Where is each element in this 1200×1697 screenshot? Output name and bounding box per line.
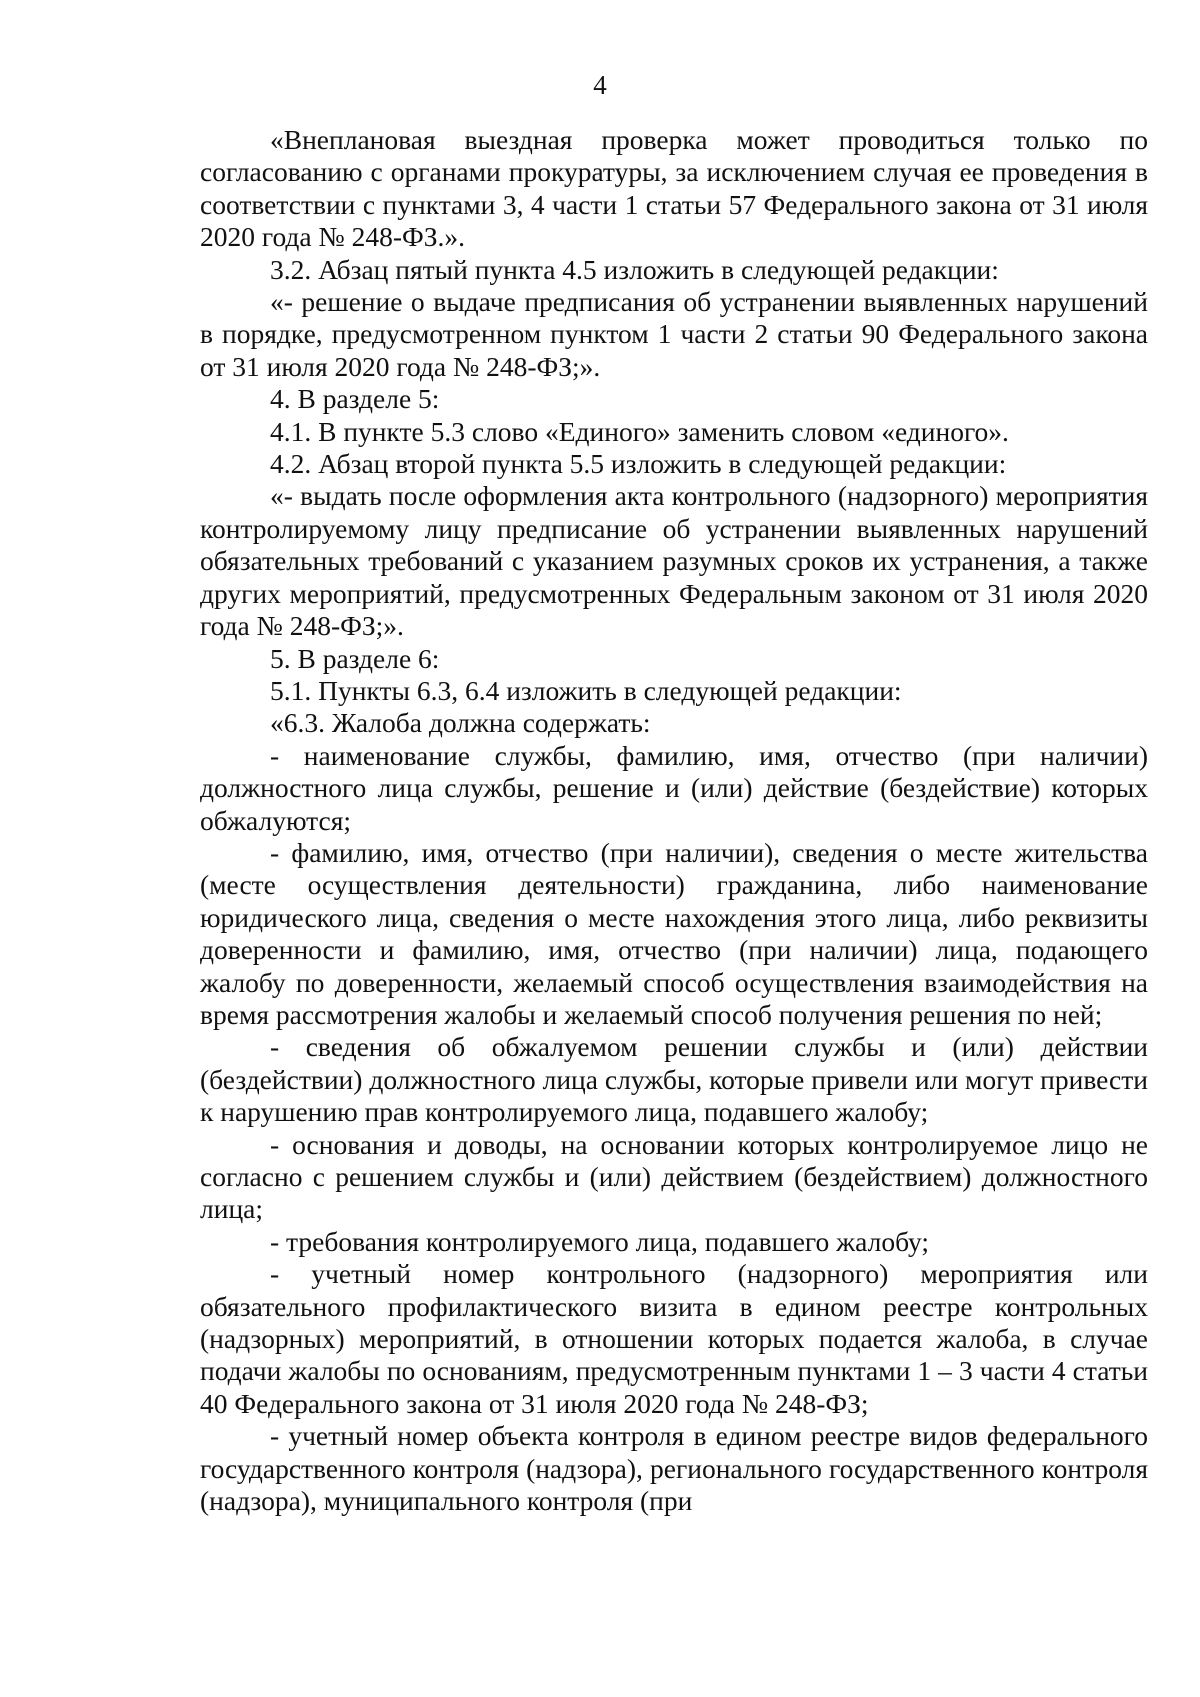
- list-item-requirements: - требования контролируемого лица, подавшего жалобу;: [270, 1225, 930, 1257]
- paragraph-item-4-1: 4.1. В пункте 5.3 слово «Единого» заменить словом «единого».: [270, 415, 1009, 447]
- list-item-object-registration-number: - учетный номер объекта контроля в едином реестре видов федерального государственного контроля (надзора), регионального государственного контроля (надзора), муниципального контроля (при: [200, 1420, 1148, 1517]
- document-body: [200, 124, 1148, 1517]
- paragraph-issue-prescription: «- выдать после оформления акта контрольного (надзорного) мероприятия контролируемому лицу предписание об устранении выявленных нарушений обязательных требований с указанием разумных сроков их устранения, а также других мероприятий, предусмотренных Федеральным законом от 31 июля 2020 года № 248-ФЗ;».: [200, 480, 1148, 642]
- list-item-event-registration-number: - учетный номер контрольного (надзорного) мероприятия или обязательного профилактического визита в едином реестре контрольных (надзорных) мероприятий, в отношении которых подается жалоба, в случае подачи жалобы по основаниям, предусмотренным пунктами 1 – 3 части 4 статьи 40 Федерального закона от 31 июля 2020 года № 248-ФЗ;: [200, 1258, 1148, 1419]
- paragraph-item-5-1: 5.1. Пункты 6.3, 6.4 изложить в следующей редакции:: [270, 674, 902, 706]
- paragraph-item-6-3: «6.3. Жалоба должна содержать:: [270, 707, 651, 739]
- paragraph-item-5: 5. В разделе 6:: [270, 642, 440, 674]
- list-item-appealed-decision: - сведения об обжалуемом решении службы и (или) действии (бездействии) должностного лица службы, которые привели или могут привести к нарушению прав контролируемого лица, подавшего жалобу;: [200, 1031, 1148, 1128]
- paragraph-item-4: 4. В разделе 5:: [270, 383, 440, 415]
- list-item-grounds: - основания и доводы, на основании которых контролируемое лицо не согласно с решением службы и (или) действием (бездействием) должностного лица;: [200, 1128, 1148, 1225]
- paragraph-unscheduled-inspection: «Внеплановая выездная проверка может проводиться только по согласованию с органами прокуратуры, за исключением случая ее проведения в соответствии с пунктами 3, 4 части 1 статьи 57 Федерального закона от 31 июля 2020 года № 248-ФЗ.».: [200, 124, 1148, 253]
- list-item-applicant-details: - фамилию, имя, отчество (при наличии), сведения о месте жительства (месте осуществления деятельности) гражданина, либо наименование юридического лица, сведения о месте нахождения этого лица, либо реквизиты доверенности и фамилию, имя, отчество (при наличии) лица, подающего жалобу по доверенности, желаемый способ осуществления взаимодействия на время рассмотрения жалобы и желаемый способ получения решения по ней;: [200, 836, 1148, 1030]
- page-number: 4: [593, 70, 607, 100]
- list-item-service-name: - наименование службы, фамилию, имя, отчество (при наличии) должностного лица службы, решение и (или) действие (бездействие) которых обжалуются;: [200, 739, 1148, 836]
- paragraph-item-4-2: 4.2. Абзац второй пункта 5.5 изложить в следующей редакции:: [270, 448, 1007, 480]
- paragraph-item-3-2: 3.2. Абзац пятый пункта 4.5 изложить в следующей редакции:: [270, 253, 999, 285]
- paragraph-prescription-decision: «- решение о выдаче предписания об устранении выявленных нарушений в порядке, предусмотренном пунктом 1 части 2 статьи 90 Федерального закона от 31 июля 2020 года № 248-ФЗ;».: [200, 286, 1148, 382]
